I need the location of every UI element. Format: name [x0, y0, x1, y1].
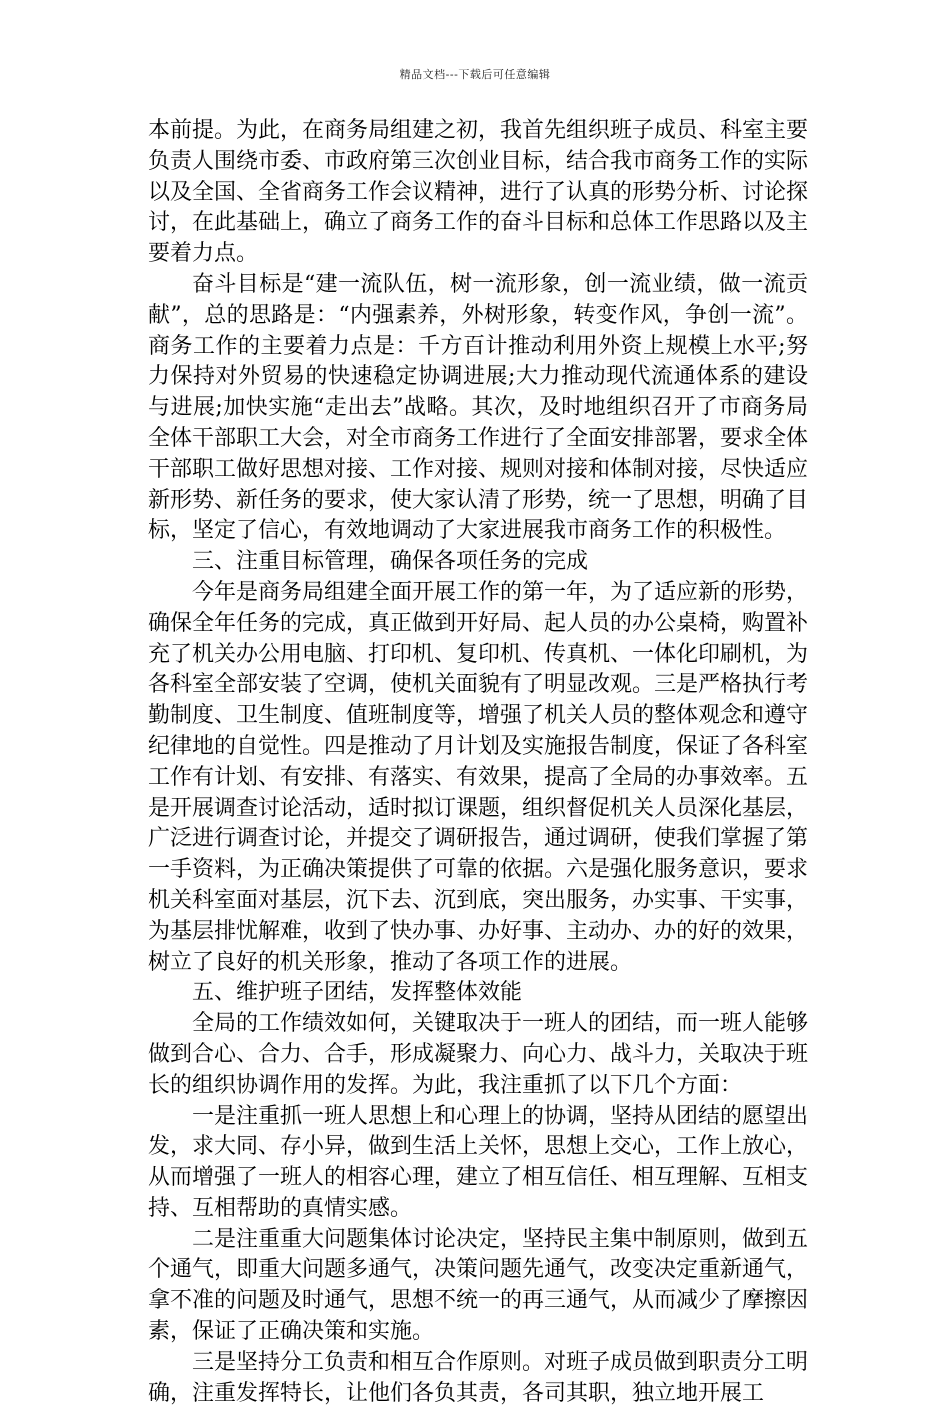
paragraph: 奋斗目标是“建一流队伍，树一流形象，创一流业绩，做一流贡献”，总的思路是：“内强素养，外树形象，转变作风，争创一流”。商务工作的主要着力点是：千方百计推动利用外资上规模上水平;努力保持对外贸易的快速稳定协调进展;大力推动现代流通体系的建设与进展;加快实施“走出去”战略。其次，及时地组织召开了市商务局全体干部职工大会，对全市商务工作进行了全面安排部署，要求全体干部职工做好思想对接、工作对接、规则对接和体制对接，尽快适应新形势、新任务的要求，使大家认清了形势，统一了思想，明确了目标，坚定了信心，有效地调动了大家进展我市商务工作的积极性。: [148, 271, 809, 544]
paragraph: 今年是商务局组建全面开展工作的第一年，为了适应新的形势，确保全年任务的完成，真正做到开好局、起人员的办公桌椅，购置补充了机关办公用电脑、打印机、复印机、传真机、一体化印刷机，为各科室全部安装了空调，使机关面貌有了明显改观。三是严格执行考勤制度、卫生制度、值班制度等，增强了机关人员的整体观念和遵守纪律地的自觉性。四是推动了月计划及实施报告制度，保证了各科室工作有计划、有安排、有落实、有效果，提高了全局的办事效率。五是开展调查讨论活动，适时拟订课题，组织督促机关人员深化基层，广泛进行调查讨论，并提交了调研报告，通过调研，使我们掌握了第一手资料，为正确决策提供了可靠的依据。六是强化服务意识，要求机关科室面对基层，沉下去、沉到底，突出服务，办实事、干实事，为基层排忧解难，收到了快办事、办好事、主动办、办的好的效果，树立了良好的机关形象，推动了各项工作的进展。: [148, 579, 809, 975]
paragraph: 全局的工作绩效如何，关键取决于一班人的团结，而一班人能够做到合心、合力、合手，形成凝聚力、向心力、战斗力，关取决于班长的组织协调作用的发挥。为此，我注重抓了以下几个方面：: [148, 1011, 809, 1098]
paragraph: 一是注重抓一班人思想上和心理上的协调，坚持从团结的愿望出发，求大同、存小异，做到生活上关怀，思想上交心，工作上放心，从而增强了一班人的相容心理，建立了相互信任、相互理解、互相支持、互相帮助的真情实感。: [148, 1103, 809, 1221]
paragraph: 本前提。为此，在商务局组建之初，我首先组织班子成员、科室主要负责人围绕市委、市政府第三次创业目标，结合我市商务工作的实际以及全国、全省商务工作会议精神，进行了认真的形势分析、讨论探讨，在此基础上，确立了商务工作的奋斗目标和总体工作思路以及主要着力点。: [148, 118, 809, 267]
paragraph: 三是坚持分工负责和相互合作原则。对班子成员做到职责分工明确，注重发挥特长，让他们各负其责，各司其职，独立地开展工: [148, 1349, 809, 1406]
section-heading: 三、注重目标管理，确保各项任务的完成: [192, 549, 589, 575]
section-heading: 五、维护班子团结，发挥整体效能: [192, 980, 523, 1006]
page-header: 精品文档---下载后可任意编辑: [399, 68, 551, 81]
paragraph: 二是注重重大问题集体讨论决定，坚持民主集中制原则，做到五个通气，即重大问题多通气，决策问题先通气，改变决定重新通气，拿不准的问题及时通气，思想不统一的再三通气，从而减少了摩擦因素，保证了正确决策和实施。: [148, 1226, 809, 1345]
document-body: [148, 116, 808, 1409]
